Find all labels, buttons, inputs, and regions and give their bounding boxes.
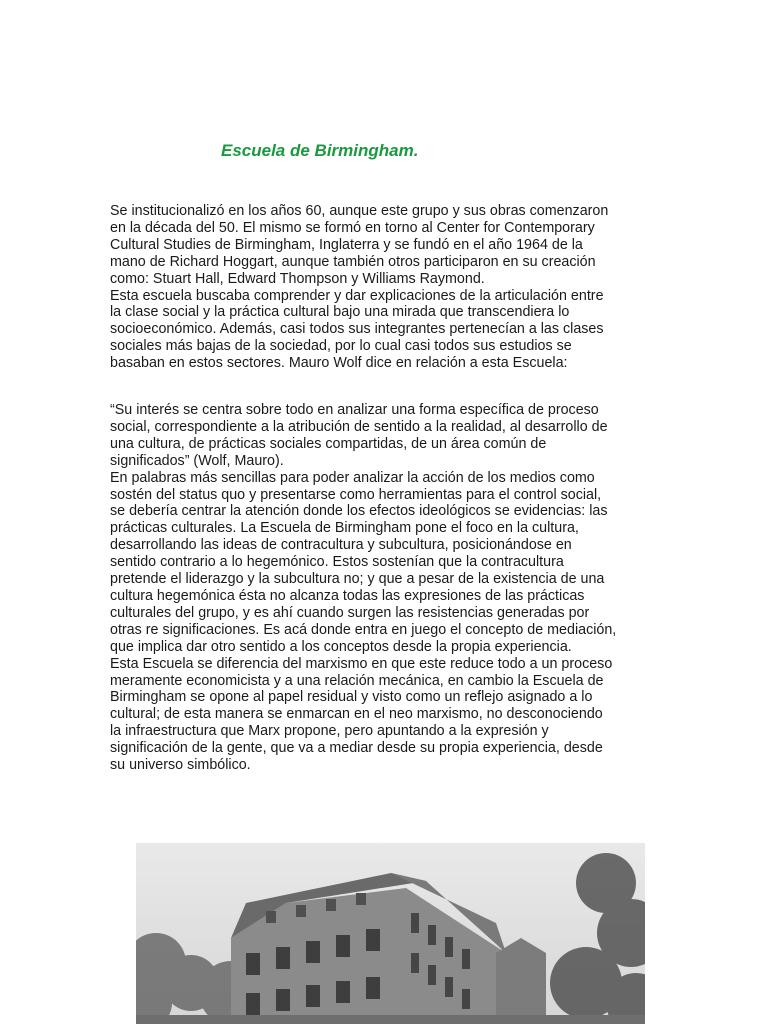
text-line: sentido contrario a lo hegemónico. Estos sostenían que la contracultura xyxy=(110,554,564,571)
text-line: social, correspondiente a la atribución de sentido a la realidad, al desarrollo de xyxy=(110,418,608,435)
text-line: como: Stuart Hall, Edward Thompson y Williams Raymond. xyxy=(110,270,485,287)
text-line: En palabras más sencillas para poder analizar la acción de los medios como xyxy=(110,469,595,486)
text-line: en la década del 50. El mismo se formó en torno al Center for Contemporary xyxy=(110,219,595,236)
text-line: Se institucionalizó en los años 60, aunque este grupo y sus obras comenzaron xyxy=(110,203,609,219)
text-line: sostén del status quo y presentarse como herramientas para el control social, xyxy=(110,486,602,503)
document-title: Escuela de Birmingham. xyxy=(221,141,419,160)
text-line: que implica dar otro sentido a los conceptos desde la propia experiencia. xyxy=(110,638,572,655)
text-line: Esta escuela buscaba comprender y dar explicaciones de la articulación entre xyxy=(110,287,604,304)
text-line: se debería centrar la atención donde los efectos ideológicos se evidencias: las xyxy=(110,503,608,520)
text-line: Birmingham se opone al papel residual y visto como un reflejo asignado a lo xyxy=(110,689,593,706)
text-line: basaban en estos sectores. Mauro Wolf dice en relación a esta Escuela: xyxy=(110,355,568,372)
text-line: la clase social y la práctica cultural bajo una mirada que transcendiera lo xyxy=(110,304,570,321)
text-line: sociales más bajas de la sociedad, por lo cual casi todos sus estudios se xyxy=(110,338,572,355)
text-line: significados” (Wolf, Mauro). xyxy=(110,452,284,469)
text-line: cultural; de esta manera se enmarcan en el neo marxismo, no desconociendo xyxy=(110,706,603,723)
text-line: desarrollando las ideas de contracultura y subcultura, posicionándose en xyxy=(110,537,572,554)
building-photo xyxy=(136,843,645,1024)
text-line: la infraestructura que Marx propone, pero apuntando a la expresión y xyxy=(110,723,549,740)
text-line: socioeconómico. Además, casi todos sus integrantes pertenecían a las clases xyxy=(110,321,604,338)
text-line: pretende el liderazgo y la subcultura no; y que a pesar de la existencia de una xyxy=(110,571,605,588)
text-line: significación de la gente, que va a mediar desde su propia experiencia, desde xyxy=(110,740,603,757)
text-line: su universo simbólico. xyxy=(110,757,251,774)
text-line: cultura hegemónica ésta no alcanza todas las expresiones de las prácticas xyxy=(110,587,585,604)
text-line: prácticas culturales. La Escuela de Birmingham pone el foco en la cultura, xyxy=(110,520,579,537)
text-line: mano de Richard Hoggart, aunque también otros participaron en su creación xyxy=(110,253,596,270)
paragraph-block-2 xyxy=(110,402,670,774)
text-line: meramente economicista y a una relación mecánica, en cambio la Escuela de xyxy=(110,672,604,689)
paragraph-block-1 xyxy=(110,203,670,372)
text-line: una cultura, de prácticas sociales compartidas, de un área común de xyxy=(110,435,547,452)
text-line: otras re significaciones. Es acá donde entra en juego el concepto de mediación, xyxy=(110,621,617,638)
text-line: Cultural Studies de Birmingham, Inglaterra y se fundó en el año 1964 de la xyxy=(110,236,583,253)
building-photo-icon xyxy=(136,843,645,1024)
text-line: “Su interés se centra sobre todo en analizar una forma específica de proceso xyxy=(110,402,599,418)
text-line: culturales del grupo, y es ahí cuando surgen las resistencias generadas por xyxy=(110,604,590,621)
text-line: Esta Escuela se diferencia del marxismo en que este reduce todo a un proceso xyxy=(110,655,613,672)
